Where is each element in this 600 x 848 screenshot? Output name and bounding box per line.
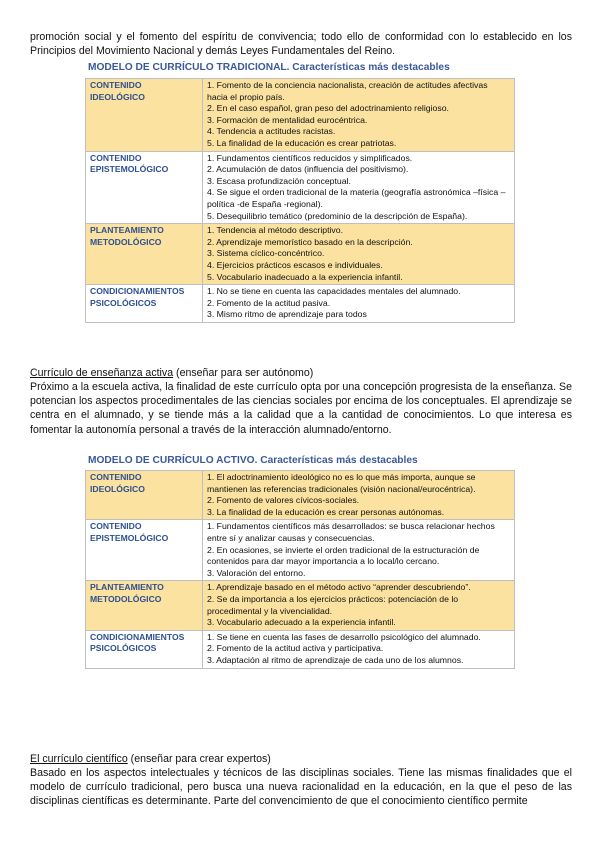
section-heading-title: El currículo científico [30,753,128,765]
table-row [86,79,515,152]
row-label: CONTENIDO EPISTEMOLÓGICO [86,151,203,224]
list-item: 1. Fundamentos científicos más desarrollados: se busca relacionar hechos entre sí y analizar causas y consecuencias. [207,521,495,543]
row-items [203,520,515,581]
section-heading-title: Currículo de enseñanza activa [30,367,174,379]
table-row [86,285,515,323]
list-item: 2. Fomento de valores cívicos-sociales. [207,495,360,506]
intro-paragraph: promoción social y el fomento del espíritu de convivencia; todo ello de conformidad con lo establecido en los Principios del Movimiento Nacional y demás Leyes Fundamentales del Reino. [30,31,572,58]
row-label: CONDICIONAMIENTOS PSICOLÓGICOS [86,285,203,323]
list-item: 1. Fomento de la conciencia nacionalista, creación de actitudes afectivas hacia el propio país. [207,80,488,102]
section-heading-active-curriculum [30,366,313,380]
row-label: PLANTEAMIENTO METODOLÓGICO [86,581,203,630]
row-label: CONDICIONAMIENTOS PSICOLÓGICOS [86,630,203,668]
list-item: 4. Ejercicios prácticos escasos e individuales. [207,259,383,270]
list-item: 1. Tendencia al método descriptivo. [207,225,344,236]
list-item: 1. Se tiene en cuenta las fases de desarrollo psicológico del alumnado. [207,631,481,642]
row-label: CONTENIDO IDEOLÓGICO [86,79,203,152]
list-item: 5. La finalidad de la educación es crear patriotas. [207,137,397,148]
list-item: 2. Fomento de la actitud pasiva. [207,297,331,308]
list-item: 2. Fomento de la actitud activa y participativa. [207,643,384,654]
table-row [86,151,515,224]
row-items [203,630,515,668]
section-heading-scientific-curriculum [30,752,271,766]
table-row [86,471,515,520]
list-item: 2. Aprendizaje memorístico basado en la descripción. [207,236,413,247]
row-items [203,581,515,630]
active-curriculum-paragraph: Próximo a la escuela activa, la finalidad de este currículo opta por una concepción progresista de la enseñanza. Se potencian los aspectos procedimentales de las ciencias sociales por encima de los conceptuales. El aprendizaje se centra en el alumnado, y se tiende más a la calidad que a la cantidad de conocimientos. Lo que interesa es fomentar la autonomía personal a través de la interacción alumnado/entorno. [30,381,572,436]
list-item: 5. Desequilibrio temático (predominio de la descripción de España). [207,210,468,221]
table-row [86,224,515,285]
row-items [203,285,515,323]
row-items [203,151,515,224]
list-item: 3. Adaptación al ritmo de aprendizaje de cada uno de los alumnos. [207,654,464,665]
list-item: 1. No se tiene en cuenta las capacidades mentales del alumnado. [207,286,461,297]
table-row [86,520,515,581]
list-item: 1. El adoctrinamiento ideológico no es lo que más importa, aunque se mantienen las referencias tradicionales (visión nacional/eurocéntrica). [207,472,476,494]
table2-title: MODELO DE CURRÍCULO ACTIVO. Características más destacables [88,455,418,466]
list-item: 1. Fundamentos científicos reducidos y simplificados. [207,152,413,163]
row-items [203,471,515,520]
list-item: 3. Escasa profundización conceptual. [207,175,351,186]
list-item: 3. Sistema cíclico-concéntrico. [207,248,325,259]
list-item: 4. Tendencia a actitudes racistas. [207,126,336,137]
list-item: 3. Mismo ritmo de aprendizaje para todos [207,309,367,320]
active-curriculum-table [85,470,515,669]
list-item: 2. Acumulación de datos (influencia del positivismo). [207,164,409,175]
table-row [86,581,515,630]
list-item: 2. Se da importancia a los ejercicios prácticos: potenciación de lo procedimental y la vivencialidad. [207,593,459,616]
list-item: 3. Valoración del entorno. [207,567,306,578]
row-items [203,224,515,285]
row-items [203,79,515,152]
scientific-curriculum-paragraph: Basado en los aspectos intelectuales y técnicos de las disciplinas sociales. Tiene las mismas finalidades que el modelo de currículo tradicional, pero busca una nueva racionalidad en la educación, en la que el peso de las disciplinas científicas es determinante. Parte del convencimiento de que el conocimiento científico permite [30,767,572,808]
list-item: 3. La finalidad de la educación es crear personas autónomas. [207,506,445,517]
row-label: CONTENIDO IDEOLÓGICO [86,471,203,520]
section-heading-subtitle: (enseñar para ser autónomo) [173,367,314,379]
list-item: 3. Vocabulario adecuado a la experiencia infantil. [207,617,396,628]
list-item: 2. En el caso español, gran peso del adoctrinamiento religioso. [207,103,449,114]
traditional-curriculum-table [85,78,515,323]
row-label: PLANTEAMIENTO METODOLÓGICO [86,224,203,285]
list-item: 3. Formación de mentalidad eurocéntrica. [207,114,368,125]
list-item: 5. Vocabulario inadecuado a la experiencia infantil. [207,271,403,282]
section-heading-subtitle: (enseñar para crear expertos) [127,753,271,765]
table-row [86,630,515,668]
table1-title: MODELO DE CURRÍCULO TRADICIONAL. Características más destacables [88,62,450,73]
row-label: CONTENIDO EPISTEMOLÓGICO [86,520,203,581]
list-item: 2. En ocasiones, se invierte el orden tradicional de la estructuración de contenidos para dar mayor importancia a lo local/lo cercano. [207,544,480,567]
list-item: 4. Se sigue el orden tradicional de la materia (geografía astronómica –física –política -de España -regional). [207,187,506,209]
list-item: 1. Aprendizaje basado en el método activo “aprender descubriendo”. [207,582,471,593]
